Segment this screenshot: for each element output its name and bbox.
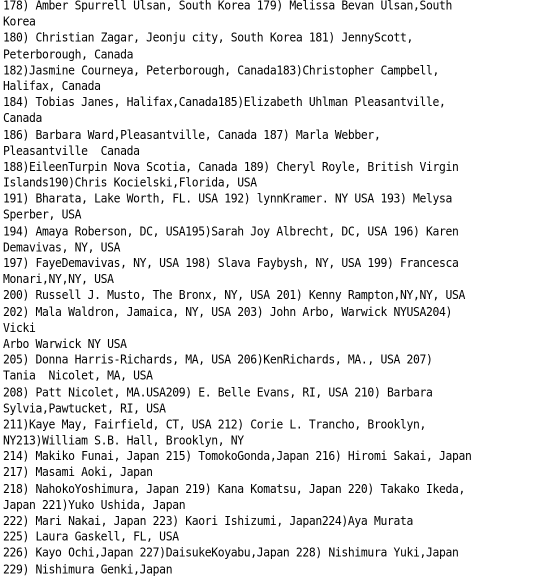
text-line: Arbo Warwick NY USA [3, 336, 127, 351]
text-line: 222) Mari Nakai, Japan 223) Kaori Ishizumi, Japan224)Aya Murata [3, 513, 413, 528]
text-line: Vicki [3, 319, 36, 335]
document-body [3, 0, 537, 578]
text-line: Monari,NY,NY, USA [3, 271, 114, 287]
text-line: 229) Nishimura Genki,Japan [3, 561, 173, 577]
text-line: Halifax, Canada [3, 78, 101, 94]
text-line: 202) Mala Waldron, Jamaica, NY, USA 203) John Arbo, Warwick NYUSA204) [3, 303, 453, 319]
text-line: Pleasantville Canada [3, 142, 140, 158]
text-line: 217) Masami Aoki, Japan [3, 464, 153, 480]
text-line: Korea [3, 14, 36, 29]
text-line: 208) Patt Nicolet, MA.USA209) E. Belle Evans, RI, USA 210) Barbara [3, 384, 433, 400]
text-line: Sperber, USA [3, 207, 82, 223]
text-line: 188)EileenTurpin Nova Scotia, Canada 189) Cheryl Royle, British Virgin [3, 158, 459, 174]
text-line: 184) Tobias Janes, Halifax,Canada185)Elizabeth Uhlman Pleasantville, [3, 94, 446, 110]
text-line: Islands190)Chris Kocielski,Florida, USA [3, 175, 257, 190]
text-line: Japan 221)Yuko Ushida, Japan [3, 497, 186, 512]
text-line: 211)Kaye May, Fairfield, CT, USA 212) Corie L. Trancho, Brooklyn, [3, 416, 427, 432]
text-line: 178) Amber Spurrell Ulsan, South Korea 179) Melissa Bevan Ulsan,South [3, 0, 453, 13]
text-line: 226) Kayo Ochi,Japan 227)DaisukeKoyabu,Japan 228) Nishimura Yuki,Japan [3, 545, 459, 561]
text-line: Canada [3, 110, 43, 126]
text-line: 180) Christian Zagar, Jeonju city, South Korea 181) JennyScott, [3, 30, 413, 46]
text-line: NY213)William S.B. Hall, Brooklyn, NY [3, 432, 244, 448]
text-line: 200) Russell J. Musto, The Bronx, NY, USA 201) Kenny Rampton,NY,NY, USA [3, 287, 466, 303]
text-line: 205) Donna Harris-Richards, MA, USA 206)KenRichards, MA., USA 207) [3, 352, 433, 368]
text-line: Peterborough, Canada [3, 46, 134, 62]
text-line: 186) Barbara Ward,Pleasantville, Canada 187) Marla Webber, [3, 126, 381, 142]
text-line: 194) Amaya Roberson, DC, USA195)Sarah Joy Albrecht, DC, USA 196) Karen [3, 223, 459, 239]
text-line: Demavivas, NY, USA [3, 239, 121, 255]
text-line: 182)Jasmine Courneya, Peterborough, Canada183)Christopher Campbell, [3, 62, 440, 78]
text-line: 197) FayeDemavivas, NY, USA 198) Slava Faybysh, NY, USA 199) Francesca [3, 255, 459, 271]
text-line: 214) Makiko Funai, Japan 215) TomokoGonda,Japan 216) Hiromi Sakai, Japan [3, 448, 472, 464]
text-line: 225) Laura Gaskell, FL, USA [3, 529, 179, 545]
text-line: 218) NahokoYoshimura, Japan 219) Kana Komatsu, Japan 220) Takako Ikeda, [3, 480, 466, 496]
text-line: Tania Nicolet, MA, USA [3, 368, 153, 384]
text-line: Sylvia,Pawtucket, RI, USA [3, 400, 166, 416]
text-line: 191) Bharata, Lake Worth, FL. USA 192) lynnKramer. NY USA 193) Melysa [3, 191, 453, 207]
